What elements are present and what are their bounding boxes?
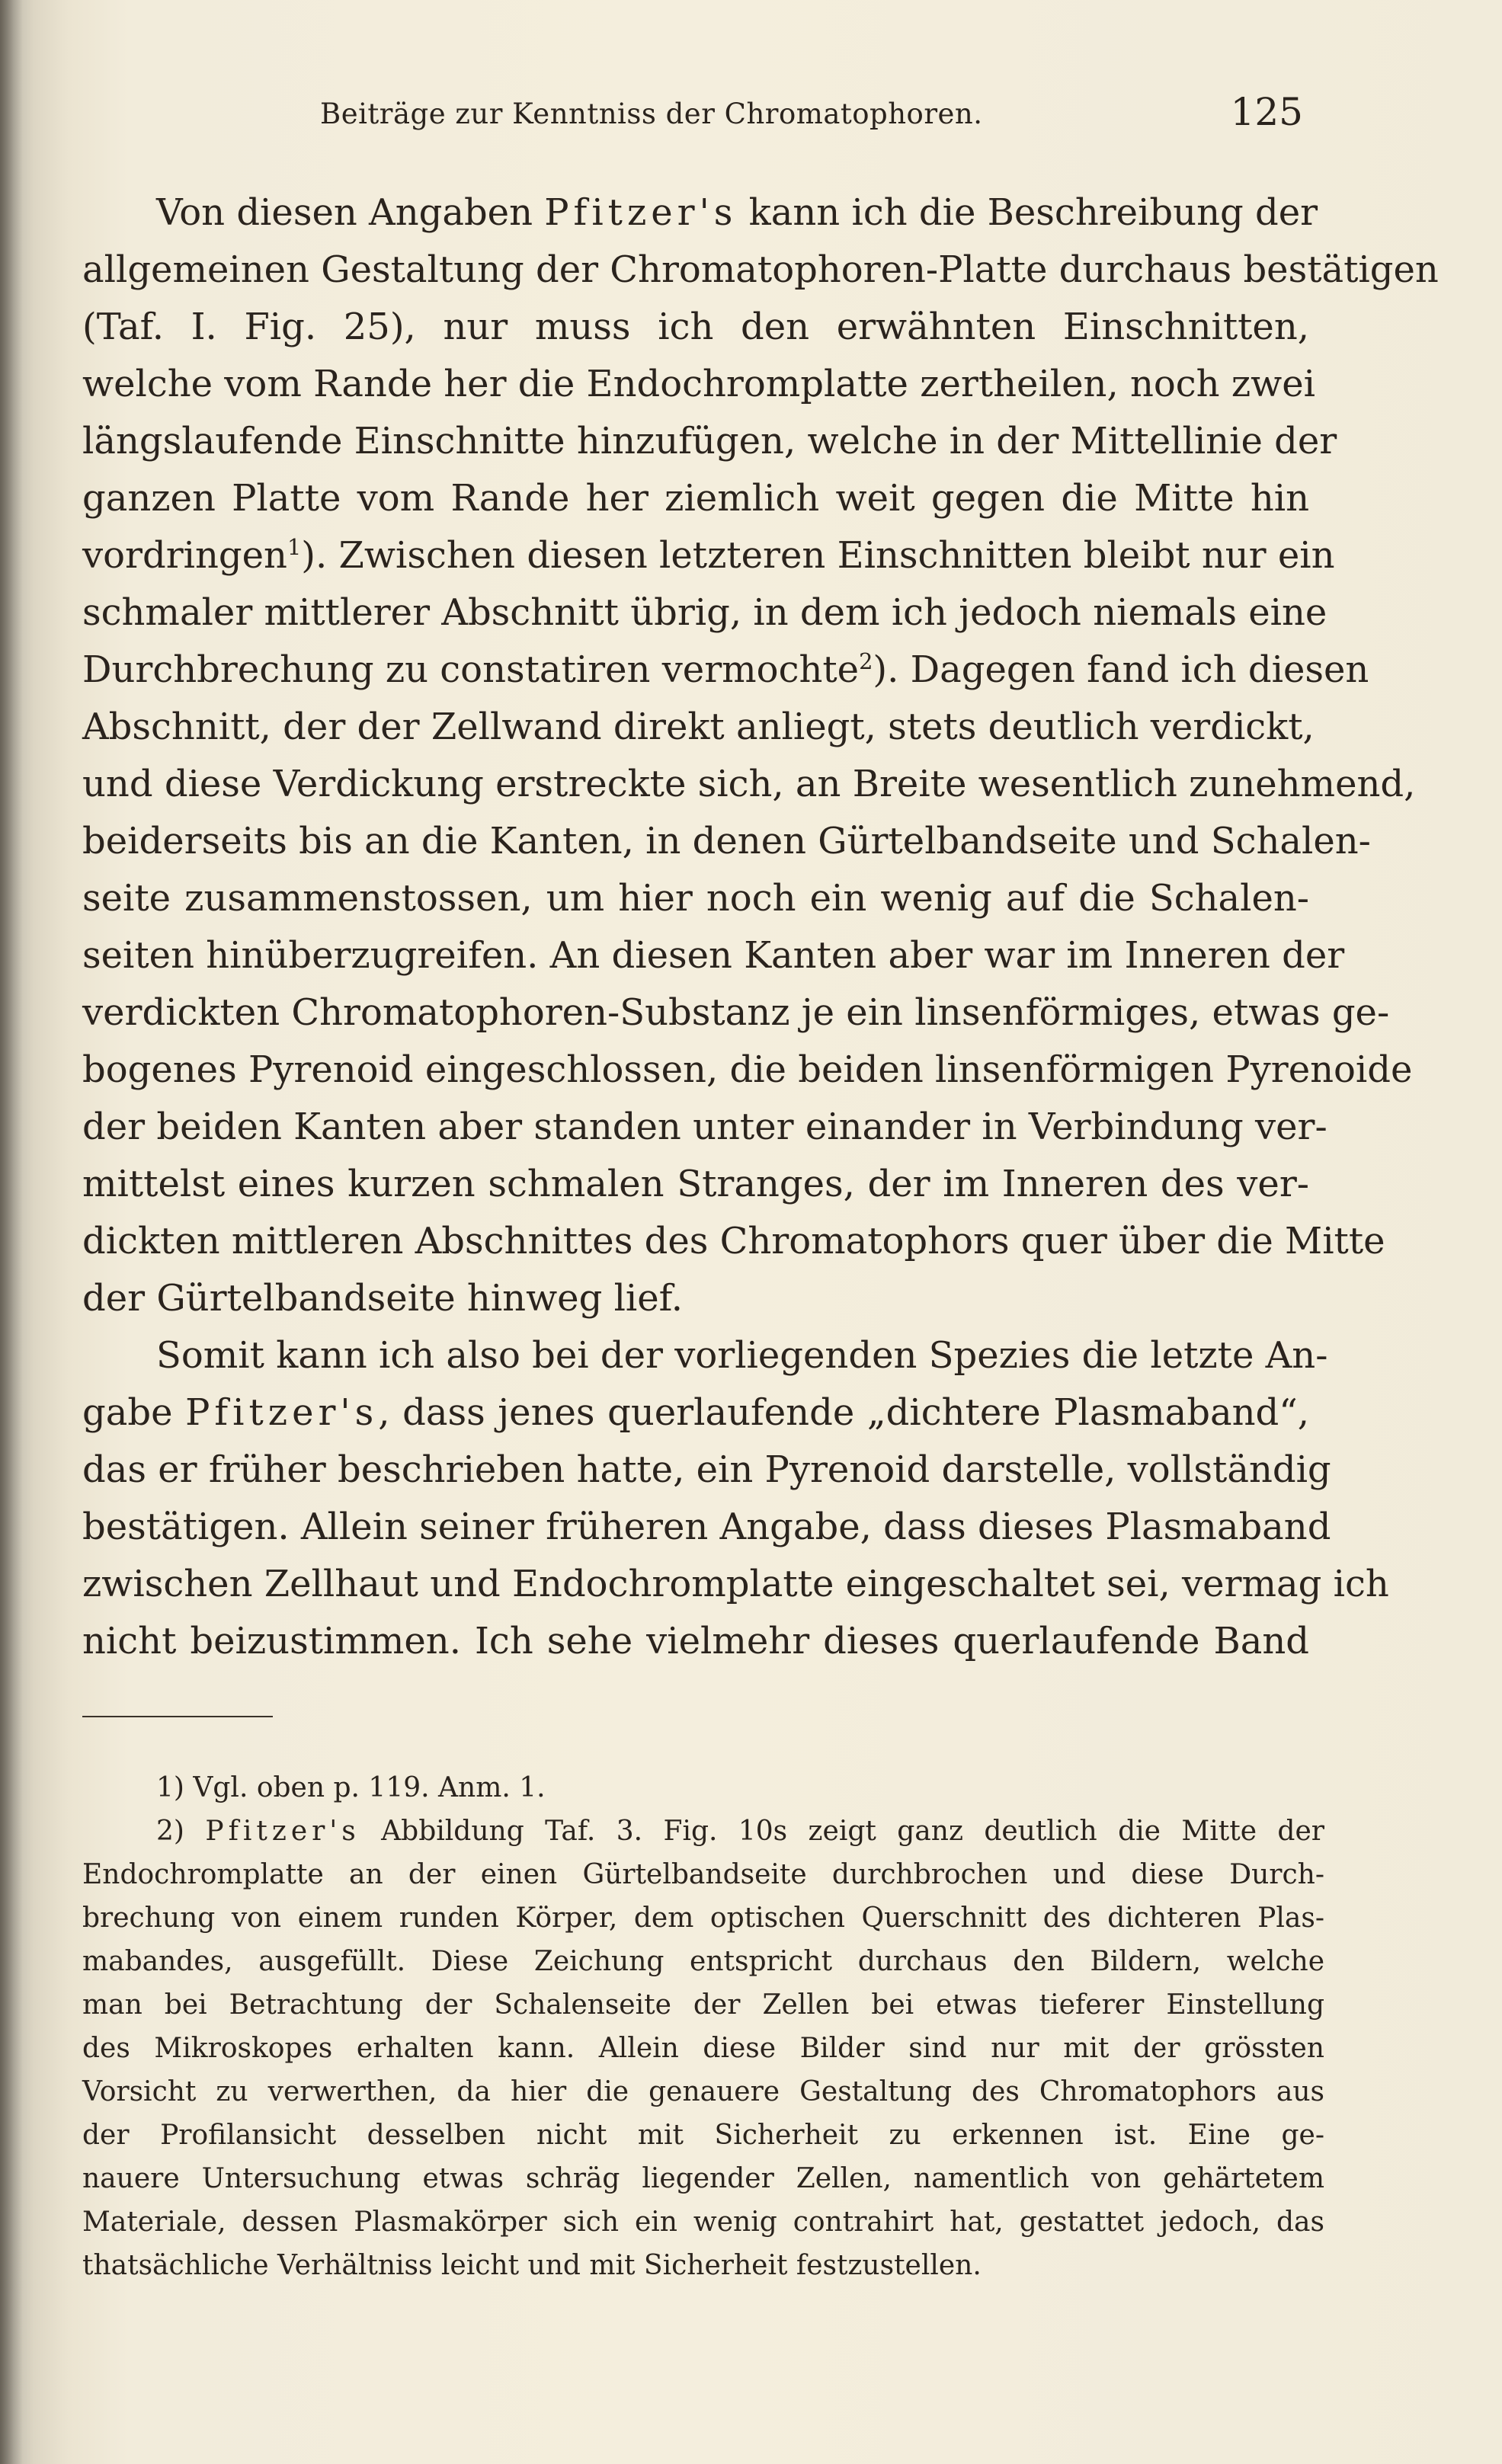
body-line bbox=[82, 756, 1416, 813]
text-segment: des Mikroskopes erhalten kann. Allein diese Bilder sind nur mit der grössten bbox=[82, 2033, 1324, 2064]
footnote-line bbox=[82, 2114, 1324, 2157]
text-segment: nicht beizustimmen. Ich sehe vielmehr dieses querlaufende Band bbox=[82, 1620, 1309, 1662]
text-segment: 2) bbox=[156, 1816, 206, 1847]
footnote-line bbox=[82, 1896, 1324, 1940]
text-segment: man bei Betrachtung der Schalenseite der Zellen bei etwas tieferer Einstellung bbox=[82, 1989, 1324, 2021]
body-line bbox=[82, 527, 1335, 584]
binding-gutter-shadow bbox=[0, 0, 23, 2464]
footnote-line bbox=[82, 1853, 1324, 1896]
text-segment: gabe bbox=[82, 1391, 186, 1434]
text-segment: bogenes Pyrenoid eingeschlossen, die beiden linsenförmigen Pyrenoide bbox=[82, 1048, 1413, 1091]
text-segment: verdickten Chromatophoren-Substanz je ein linsenförmiges, etwas ge- bbox=[82, 991, 1390, 1034]
text-segment: dickten mittleren Abschnittes des Chromatophors quer über die Mitte bbox=[82, 1220, 1385, 1262]
footnote-line bbox=[82, 2070, 1324, 2114]
page-number: 125 bbox=[1230, 90, 1303, 134]
footnote-marker: 1 bbox=[287, 534, 302, 560]
text-segment: Materiale, dessen Plasmakörper sich ein wenig contrahirt hat, gestattet jedoch, das bbox=[82, 2206, 1324, 2238]
text-segment: und diese Verdickung erstreckte sich, an Breite wesentlich zunehmend, bbox=[82, 763, 1416, 805]
text-segment: seite zusammenstossen, um hier noch ein wenig auf die Schalen- bbox=[82, 877, 1309, 920]
text-segment: Abbildung Taf. 3. Fig. 10s zeigt ganz deutlich die Mitte der bbox=[360, 1816, 1324, 1847]
text-segment: , dass jenes querlaufende „dichtere Plasmaband“, bbox=[378, 1391, 1310, 1434]
page-header bbox=[320, 90, 1303, 143]
running-title: Beiträge zur Kenntniss der Chromatophoren. bbox=[320, 98, 983, 130]
text-segment: nauere Untersuchung etwas schräg liegender Zellen, namentlich von gehärtetem bbox=[82, 2163, 1324, 2194]
text-segment: welche vom Rande her die Endochromplatte zertheilen, noch zwei bbox=[82, 363, 1315, 405]
text-segment: Somit kann ich also bei der vorliegenden Spezies die letzte An- bbox=[156, 1334, 1328, 1377]
text-segment: seiten hinüberzugreifen. An diesen Kanten aber war im Inneren der bbox=[82, 934, 1345, 977]
text-segment: ). Dagegen fand ich diesen bbox=[873, 648, 1369, 691]
body-line bbox=[82, 699, 1315, 756]
body-line bbox=[82, 984, 1390, 1042]
body-line bbox=[82, 1384, 1309, 1442]
text-segment: mabandes, ausgefüllt. Diese Zeichung entspricht durchaus den Bildern, welche bbox=[82, 1946, 1324, 1977]
body-line bbox=[82, 1270, 1309, 1327]
text-segment: das er früher beschrieben hatte, ein Pyrenoid darstelle, vollständig bbox=[82, 1448, 1331, 1491]
author-name: Pfitzer's bbox=[185, 1391, 379, 1434]
text-segment: vordringen bbox=[82, 534, 287, 577]
text-segment: thatsächliche Verhältniss leicht und mit Sicherheit festzustellen. bbox=[82, 2250, 982, 2281]
text-segment: (Taf. I. Fig. 25), nur muss ich den erwähnten Einschnitten, bbox=[82, 306, 1309, 348]
text-segment: Von diesen Angaben bbox=[156, 191, 545, 234]
body-line bbox=[82, 927, 1345, 984]
footnote-rule bbox=[82, 1716, 273, 1717]
text-segment: brechung von einem runden Körper, dem optischen Querschnitt des dichteren Plas- bbox=[82, 1902, 1324, 1934]
footnote-line bbox=[82, 2200, 1324, 2244]
text-segment: zwischen Zellhaut und Endochromplatte eingeschaltet sei, vermag ich bbox=[82, 1563, 1389, 1605]
footnote-line bbox=[82, 1810, 1324, 1853]
text-segment: der Gürtelbandseite hinweg lief. bbox=[82, 1277, 683, 1320]
text-segment: ). Zwischen diesen letzteren Einschnitten bleibt nur ein bbox=[301, 534, 1335, 577]
footnote-line bbox=[82, 1940, 1324, 1983]
footnote-line bbox=[82, 1766, 1324, 1810]
body-line bbox=[82, 870, 1309, 927]
body-line bbox=[82, 1442, 1331, 1499]
text-segment: allgemeinen Gestaltung der Chromatophoren-Platte durchaus bestätigen bbox=[82, 248, 1439, 291]
body-line bbox=[82, 413, 1337, 470]
body-text bbox=[82, 184, 1439, 1670]
author-name: Pfitzer's bbox=[544, 191, 738, 234]
body-line bbox=[82, 1042, 1413, 1099]
body-line bbox=[82, 1499, 1331, 1556]
text-segment: Endochromplatte an der einen Gürtelbandseite durchbrochen und diese Durch- bbox=[82, 1859, 1324, 1890]
text-segment: beiderseits bis an die Kanten, in denen Gürtelbandseite und Schalen- bbox=[82, 820, 1371, 862]
footnote-marker: 2 bbox=[859, 648, 873, 674]
body-line bbox=[82, 584, 1327, 642]
body-line bbox=[82, 1099, 1327, 1156]
footnote-line bbox=[82, 1983, 1324, 2027]
body-line bbox=[82, 1327, 1328, 1384]
text-segment: schmaler mittlerer Abschnitt übrig, in dem ich jedoch niemals eine bbox=[82, 591, 1327, 634]
body-line bbox=[82, 356, 1315, 413]
text-segment: der Profilansicht desselben nicht mit Sicherheit zu erkennen ist. Eine ge- bbox=[82, 2120, 1324, 2151]
footnote-line bbox=[82, 2244, 1324, 2287]
body-line bbox=[82, 1613, 1309, 1670]
text-segment: mittelst eines kurzen schmalen Stranges, der im Inneren des ver- bbox=[82, 1163, 1309, 1205]
footnote-line bbox=[82, 2027, 1324, 2070]
body-line bbox=[82, 1156, 1309, 1213]
text-segment: Durchbrechung zu constatiren vermochte bbox=[82, 648, 860, 691]
text-segment: kann ich die Beschreibung der bbox=[737, 191, 1318, 234]
author-name: Pfitzer's bbox=[205, 1816, 360, 1847]
text-segment: Vorsicht zu verwerthen, da hier die genauere Gestaltung des Chromatophors aus bbox=[82, 2076, 1324, 2107]
body-line bbox=[82, 184, 1318, 242]
text-segment: Abschnitt, der der Zellwand direkt anliegt, stets deutlich verdickt, bbox=[82, 706, 1315, 748]
body-line bbox=[82, 642, 1369, 699]
text-segment: längslaufende Einschnitte hinzufügen, welche in der Mittellinie der bbox=[82, 420, 1337, 462]
body-line bbox=[82, 1213, 1385, 1270]
body-line bbox=[82, 813, 1371, 870]
footnote-line bbox=[82, 2157, 1324, 2200]
body-line bbox=[82, 1556, 1389, 1613]
text-segment: 1) Vgl. oben p. 119. Anm. 1. bbox=[156, 1772, 546, 1803]
body-line bbox=[82, 299, 1309, 356]
body-line bbox=[82, 242, 1439, 299]
body-line bbox=[82, 470, 1309, 527]
text-segment: ganzen Platte vom Rande her ziemlich weit gegen die Mitte hin bbox=[82, 477, 1309, 520]
text-segment: der beiden Kanten aber standen unter einander in Verbindung ver- bbox=[82, 1106, 1327, 1148]
text-segment: bestätigen. Allein seiner früheren Angabe, dass dieses Plasmaband bbox=[82, 1506, 1331, 1548]
footnotes bbox=[82, 1766, 1324, 2287]
